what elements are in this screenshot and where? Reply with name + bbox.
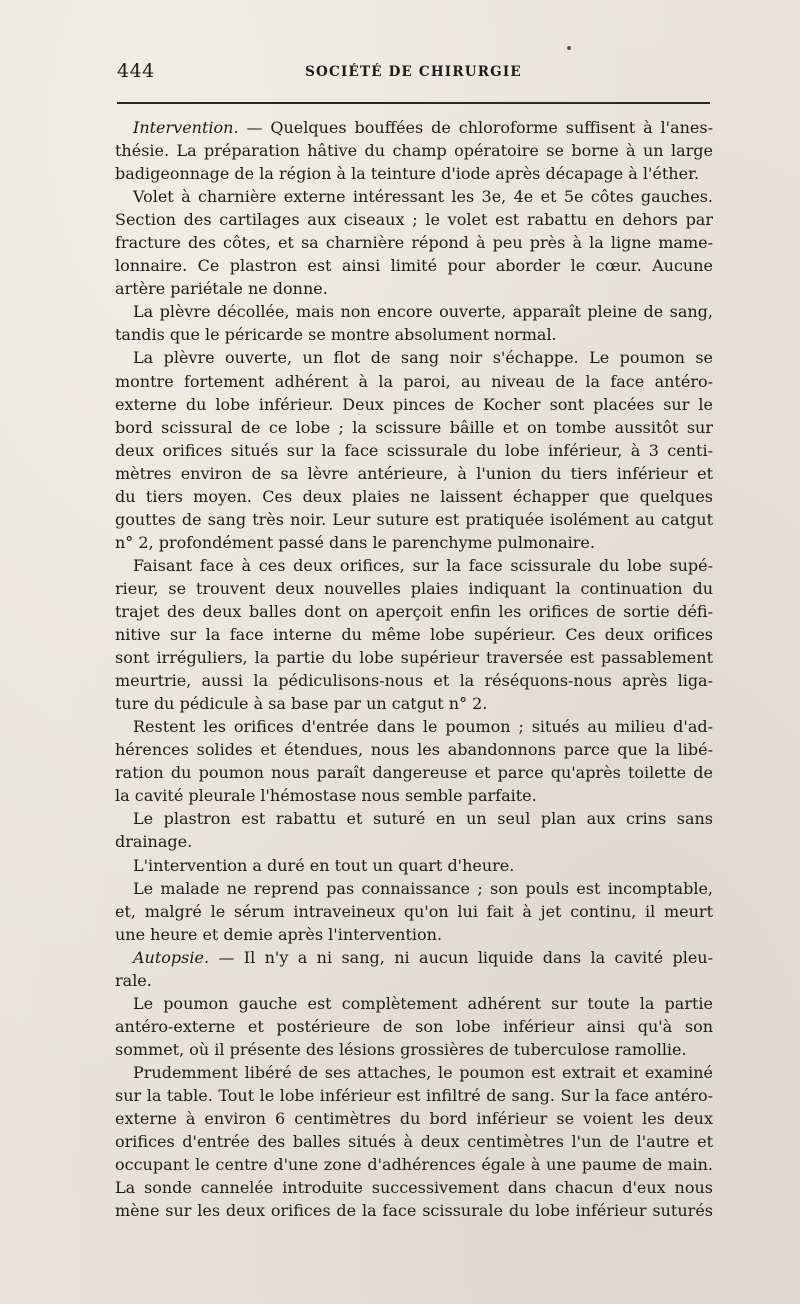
text-line: du tiers moyen. Ces deux plaies ne laissent échapper que quelques — [115, 486, 713, 506]
text-line: antéro-externe et postérieure de son lobe inférieur ainsi qu'à son — [115, 1016, 713, 1036]
paragraph — [115, 715, 713, 807]
text-line: trajet des deux balles dont on aperçoit enfin les orifices de sortie défi- — [115, 601, 713, 621]
paragraph — [115, 992, 713, 1061]
body-text — [115, 116, 713, 1222]
text-line: sur la table. Tout le lobe inférieur est infiltré de sang. Sur la face antéro- — [115, 1085, 713, 1105]
paragraph — [115, 807, 713, 853]
paragraph — [115, 300, 713, 346]
text-line: occupant le centre d'une zone d'adhérences égale à une paume de main. — [115, 1155, 713, 1175]
text-line: Le malade ne reprend pas connaissance ; son pouls est incomptable, — [133, 878, 713, 898]
text-line: lonnaire. Ce plastron est ainsi limité pour aborder le cœur. Aucune — [115, 256, 713, 276]
text-line: La plèvre décollée, mais non encore ouverte, apparaît pleine de sang, — [133, 302, 713, 322]
text-line: Le plastron est rabattu et suturé en un seul plan aux crins sans — [133, 809, 713, 829]
page-header — [117, 60, 710, 88]
text-line: meurtrie, aussi la pédiculisons-nous et la réséquons-nous après liga- — [115, 671, 713, 691]
text-line: rale. — [115, 970, 152, 990]
text-line: rieur, se trouvent deux nouvelles plaies indiquant la continuation du — [115, 578, 713, 598]
ink-speck — [567, 46, 571, 50]
paragraph — [115, 854, 713, 877]
text-line — [115, 946, 713, 969]
text-line: ration du poumon nous paraît dangereuse et parce qu'après toilette de — [115, 763, 713, 783]
text-line: badigeonnage de la région à la teinture d'iode après décapage à l'éther. — [115, 164, 700, 184]
paragraph — [115, 346, 713, 553]
text-line: deux orifices situés sur la face scissurale du lobe inférieur, à 3 centi- — [115, 440, 713, 460]
text-line: La sonde cannelée introduite successivement dans chacun d'eux nous — [115, 1178, 713, 1198]
text-line: Faisant face à ces deux orifices, sur la face scissurale du lobe supé- — [133, 555, 713, 575]
header-rule — [117, 102, 710, 104]
text-line: externe à environ 6 centimètres du bord inférieur se voient les deux — [115, 1109, 713, 1129]
paragraph — [115, 946, 713, 992]
section-lead: Intervention. — [133, 118, 239, 137]
text-line: une heure et demie après l'intervention. — [115, 924, 443, 944]
text-line: La plèvre ouverte, un flot de sang noir s'échappe. Le poumon se — [133, 348, 713, 368]
text-line: ture du pédicule à sa base par un catgut n° 2. — [115, 694, 488, 714]
text-line: sommet, où il présente des lésions grossières de tuberculose ramollie. — [115, 1039, 687, 1059]
text-line: gouttes de sang très noir. Leur suture est pratiquée isolément au catgut — [115, 509, 713, 529]
text-line: tandis que le péricarde se montre absolument normal. — [115, 325, 557, 345]
text-line: Volet à charnière externe intéressant les 3e, 4e et 5e côtes gauches. — [133, 187, 713, 207]
text-line — [115, 116, 713, 139]
text-line: mène sur les deux orifices de la face scissurale du lobe inférieur suturés — [115, 1201, 713, 1221]
text-line: thésie. La préparation hâtive du champ opératoire se borne à un large — [115, 141, 713, 161]
paragraph — [115, 877, 713, 946]
paragraph — [115, 554, 713, 715]
text-line: fracture des côtes, et sa charnière répond à peu près à la ligne mame- — [115, 233, 713, 253]
text-line: artère pariétale ne donne. — [115, 279, 328, 299]
text-line: et, malgré le sérum intraveineux qu'on lui fait à jet continu, il meurt — [115, 901, 713, 921]
text-line: orifices d'entrée des balles situés à deux centimètres l'un de l'autre et — [115, 1132, 713, 1152]
paragraph — [115, 185, 713, 300]
text-line: montre fortement adhérent à la paroi, au niveau de la face antéro- — [115, 371, 713, 391]
text-line: externe du lobe inférieur. Deux pinces de Kocher sont placées sur le — [115, 394, 713, 414]
text-line: Prudemment libéré de ses attaches, le poumon est extrait et examiné — [133, 1062, 713, 1082]
text-line: Le poumon gauche est complètement adhérent sur toute la partie — [133, 993, 713, 1013]
text-line: drainage. — [115, 832, 193, 852]
section-lead: Autopsie. — [133, 947, 210, 967]
text-line: nitive sur la face interne du même lobe supérieur. Ces deux orifices — [115, 625, 713, 645]
text-line: la cavité pleurale l'hémostase nous semble parfaite. — [115, 786, 537, 806]
paragraph — [115, 116, 713, 185]
text-line: hérences solides et étendues, nous les abandonnons parce que la libé- — [115, 740, 713, 760]
page-number: 444 — [117, 60, 155, 82]
text-line: bord scissural de ce lobe ; la scissure bâille et on tombe aussitôt sur — [115, 417, 713, 437]
text-line: n° 2, profondément passé dans le parenchyme pulmonaire. — [115, 532, 595, 552]
text-line: Restent les orifices d'entrée dans le poumon ; situés au milieu d'ad- — [133, 717, 713, 737]
text-line-rest: — Il n'y a ni sang, ni aucun liquide dans la cavité pleu- — [209, 947, 713, 967]
paragraph — [115, 1061, 713, 1222]
text-line-rest: — Quelques bouffées de chloroforme suffisent à l'anes- — [238, 118, 713, 137]
text-line: Section des cartilages aux ciseaux ; le volet est rabattu en dehors par — [115, 210, 713, 230]
text-line: sont irréguliers, la partie du lobe supérieur traversée est passablement — [115, 648, 713, 668]
text-line: L'intervention a duré en tout un quart d'heure. — [133, 855, 515, 875]
text-line: mètres environ de sa lèvre antérieure, à l'union du tiers inférieur et — [115, 463, 713, 483]
running-title: SOCIÉTÉ DE CHIRURGIE — [305, 64, 522, 80]
